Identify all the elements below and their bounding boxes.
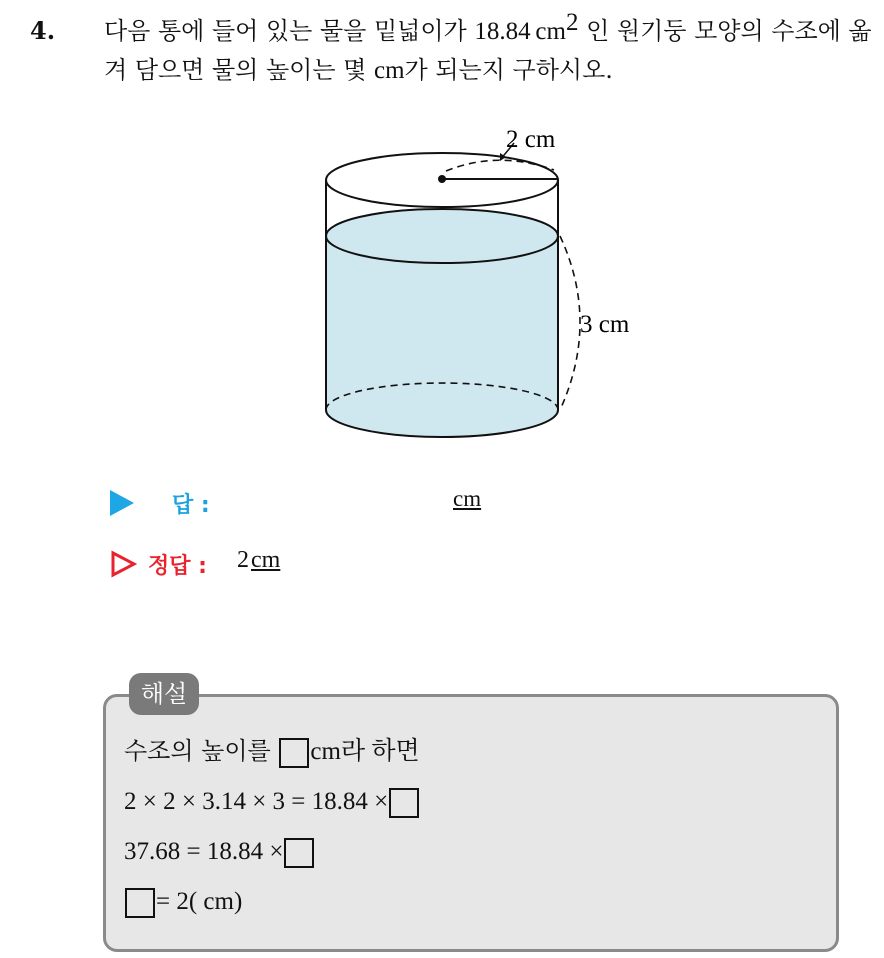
question-number: 4.	[30, 16, 56, 45]
solution-line-4	[124, 883, 242, 919]
blank-box	[125, 888, 155, 918]
solution-line-3	[124, 833, 315, 869]
arrow-right-icon	[110, 490, 134, 516]
water-body	[326, 236, 558, 437]
question-text-part1: 다음 통에 들어 있는 물을 밑넓이가	[104, 17, 475, 45]
answer-unit: cm	[453, 486, 482, 511]
area-exponent: 2	[565, 9, 579, 36]
question-text-part2: 인 원기둥 모양의 수조에 옮겨 담으면 물의 높이는 몇	[104, 17, 872, 84]
solution-line-1-after: cm라 하면	[310, 738, 420, 765]
blank-box	[284, 838, 314, 868]
correct-answer-label: 정답 :	[148, 554, 207, 579]
solution-line-1	[124, 733, 420, 769]
solution-line-1-before: 수조의 높이를	[124, 737, 279, 765]
solution-line-2	[124, 783, 420, 819]
answer-label: 답 :	[172, 493, 210, 518]
question-text-part3: 가 되는지 구하시오.	[404, 56, 613, 84]
question-text	[104, 9, 874, 90]
water-surface	[326, 209, 558, 263]
correct-answer-row	[110, 547, 510, 581]
height-brace	[560, 236, 580, 410]
cylinder-figure	[300, 116, 660, 446]
solution-line-3-text: 37.68 = 18.84 ×	[124, 838, 284, 865]
solution-line-2-text: 2 × 2 × 3.14 × 3 = 18.84 ×	[124, 788, 389, 815]
correct-answer-value: 2	[237, 547, 249, 573]
radius-label: 2 cm	[506, 126, 556, 153]
blank-box	[279, 738, 309, 768]
height-label: 3 cm	[580, 311, 630, 338]
solution-line-4-text: = 2( cm)	[156, 888, 243, 915]
arrow-right-outline-icon	[110, 550, 138, 578]
answer-row	[110, 486, 610, 520]
solution-tab: 해설	[129, 673, 199, 715]
area-unit: cm	[535, 18, 566, 45]
correct-answer-unit: cm	[251, 547, 281, 573]
blank-box	[389, 788, 419, 818]
area-value: 18.84	[474, 18, 531, 45]
question-unit: cm	[373, 57, 405, 84]
